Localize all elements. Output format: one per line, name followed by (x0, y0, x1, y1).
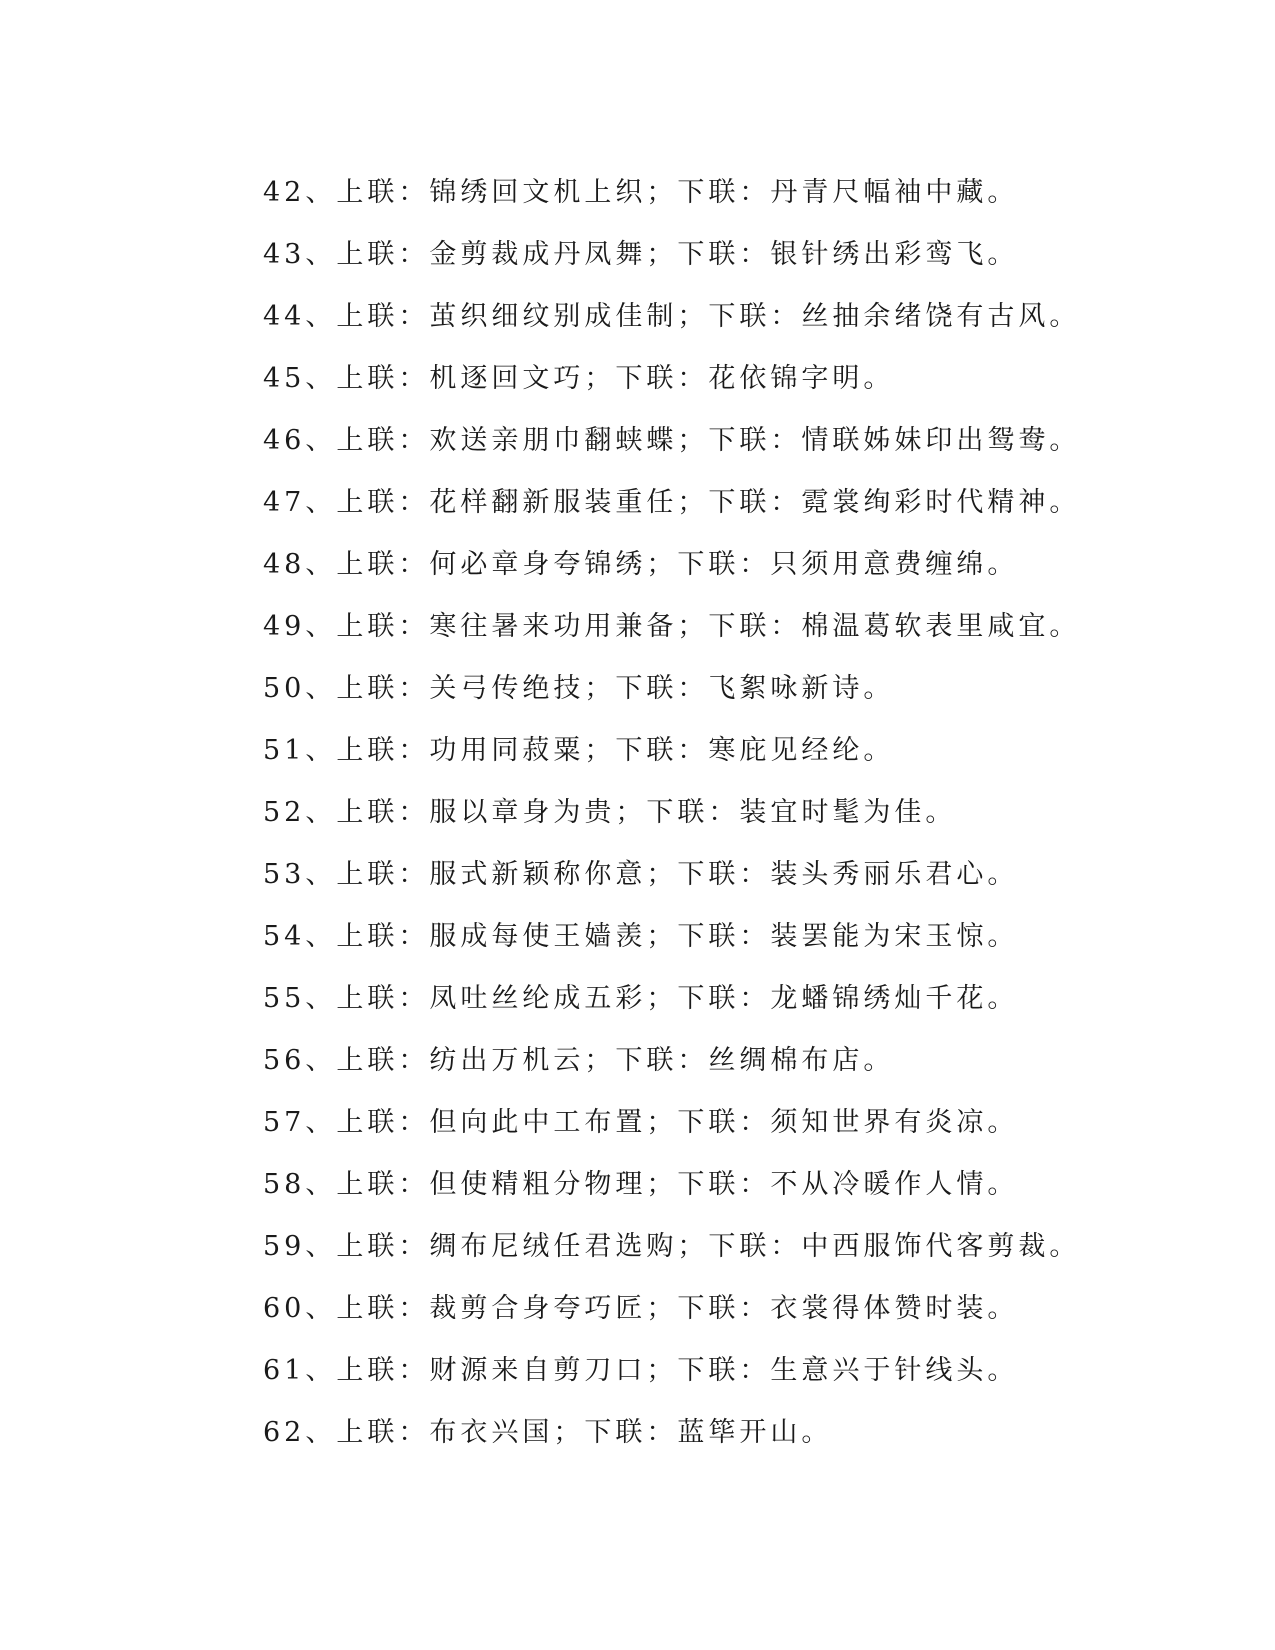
couplet-line: 51、上联：功用同菽粟；下联：寒庇见经纶。 (263, 735, 895, 766)
couplet-line: 58、上联：但使精粗分物理；下联：不从冷暖作人情。 (263, 1169, 1019, 1200)
couplet-line: 43、上联：金剪裁成丹凤舞；下联：银针绣出彩鸾飞。 (263, 239, 1019, 270)
couplet-line: 59、上联：绸布尼绒任君选购；下联：中西服饰代客剪裁。 (263, 1231, 1081, 1262)
couplet-list (263, 162, 1223, 1464)
couplet-line: 57、上联：但向此中工布置；下联：须知世界有炎凉。 (263, 1107, 1019, 1138)
couplet-line: 45、上联：机逐回文巧；下联：花依锦字明。 (263, 363, 895, 394)
couplet-line: 53、上联：服式新颖称你意；下联：装头秀丽乐君心。 (263, 859, 1019, 890)
couplet-line: 46、上联：欢送亲朋巾翻蛱蝶；下联：情联姊妹印出鸳鸯。 (263, 425, 1081, 456)
couplet-line: 50、上联：关弓传绝技；下联：飞絮咏新诗。 (263, 673, 895, 704)
couplet-line: 55、上联：凤吐丝纶成五彩；下联：龙蟠锦绣灿千花。 (263, 983, 1019, 1014)
couplet-line: 47、上联：花样翻新服装重任；下联：霓裳绚彩时代精神。 (263, 487, 1081, 518)
couplet-line: 52、上联：服以章身为贵；下联：装宜时髦为佳。 (263, 797, 957, 828)
couplet-line: 56、上联：纺出万机云；下联：丝绸棉布店。 (263, 1045, 895, 1076)
couplet-line: 42、上联：锦绣回文机上织；下联：丹青尺幅袖中藏。 (263, 177, 1019, 208)
couplet-line: 49、上联：寒往暑来功用兼备；下联：棉温葛软表里咸宜。 (263, 611, 1081, 642)
couplet-line: 60、上联：裁剪合身夸巧匠；下联：衣裳得体赞时装。 (263, 1293, 1019, 1324)
couplet-line: 62、上联：布衣兴国；下联：蓝筚开山。 (263, 1417, 833, 1448)
couplet-line: 48、上联：何必章身夸锦绣；下联：只须用意费缠绵。 (263, 549, 1019, 580)
couplet-line: 54、上联：服成每使王嫱羡；下联：装罢能为宋玉惊。 (263, 921, 1019, 952)
couplet-line: 61、上联：财源来自剪刀口；下联：生意兴于针线头。 (263, 1355, 1019, 1386)
couplet-line: 44、上联：茧织细纹别成佳制；下联：丝抽余绪饶有古风。 (263, 301, 1081, 332)
